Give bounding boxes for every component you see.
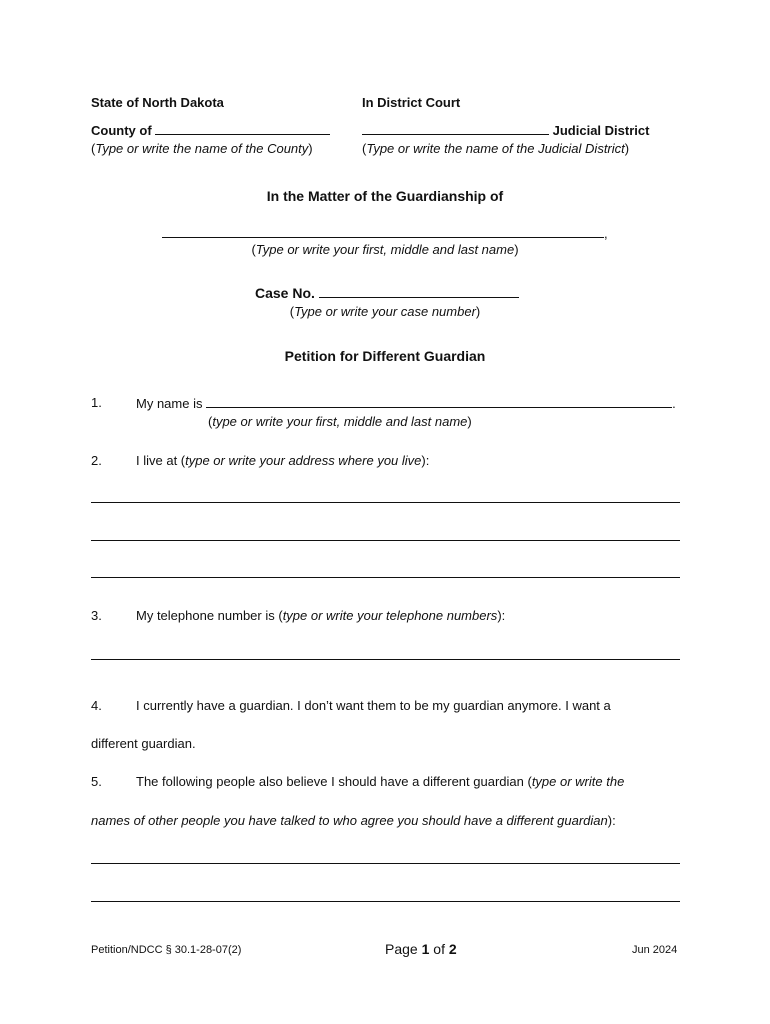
telephone-line[interactable] [91, 659, 680, 660]
item-2-number: 2. [91, 453, 102, 468]
district-blank[interactable] [362, 122, 549, 135]
case-label: Case No. [255, 285, 315, 301]
item-4-number: 4. [91, 698, 102, 713]
ward-name-row: , [162, 225, 608, 241]
item-1-row: My name is . [136, 396, 676, 411]
county-row [91, 122, 330, 138]
item-4-line-1: I currently have a guardian. I don’t want them to be my guardian anymore. I want a [136, 698, 611, 713]
case-number-blank[interactable] [319, 285, 519, 298]
item-3-text: My telephone number is (type or write your telephone numbers): [136, 608, 506, 623]
county-blank[interactable] [155, 122, 330, 135]
district-hint: (Type or write the name of the Judicial District) [362, 141, 630, 156]
item-5-number: 5. [91, 774, 102, 789]
address-line-3[interactable] [91, 577, 680, 578]
item-4-line-2: different guardian. [91, 736, 196, 751]
county-hint: (Type or write the name of the County) [91, 141, 313, 156]
case-row [255, 285, 519, 301]
county-label: County of [91, 123, 152, 138]
district-row [362, 122, 649, 138]
district-label: Judicial District [552, 123, 650, 138]
page-indicator: Page 1 of 2 [385, 941, 457, 957]
case-hint: (Type or write your case number) [289, 304, 481, 319]
item-5-line-1: The following people also believe I should have a different guardian (type or write the [136, 774, 625, 789]
ward-name-hint: (Type or write your first, middle and last name) [251, 242, 519, 257]
item-1-hint: (type or write your first, middle and last name) [208, 414, 472, 429]
item-5-line-2: names of other people you have talked to who agree you should have a different guardian): [91, 813, 616, 828]
court-label: In District Court [362, 95, 461, 110]
supporters-line-2[interactable] [91, 901, 680, 902]
footer-date: Jun 2024 [632, 944, 678, 956]
petitioner-name-blank[interactable] [206, 395, 672, 408]
petition-title: Petition for Different Guardian [284, 348, 486, 364]
address-line-1[interactable] [91, 502, 680, 503]
item-2-text: I live at (type or write your address where you live): [136, 453, 430, 468]
supporters-line-1[interactable] [91, 863, 680, 864]
item-3-number: 3. [91, 608, 102, 623]
matter-title: In the Matter of the Guardianship of [266, 188, 504, 204]
ward-name-blank[interactable] [162, 225, 604, 238]
item-1-number: 1. [91, 395, 102, 410]
state-label: State of North Dakota [91, 95, 224, 110]
address-line-2[interactable] [91, 540, 680, 541]
footer-citation: Petition/NDCC § 30.1-28-07(2) [91, 944, 242, 956]
